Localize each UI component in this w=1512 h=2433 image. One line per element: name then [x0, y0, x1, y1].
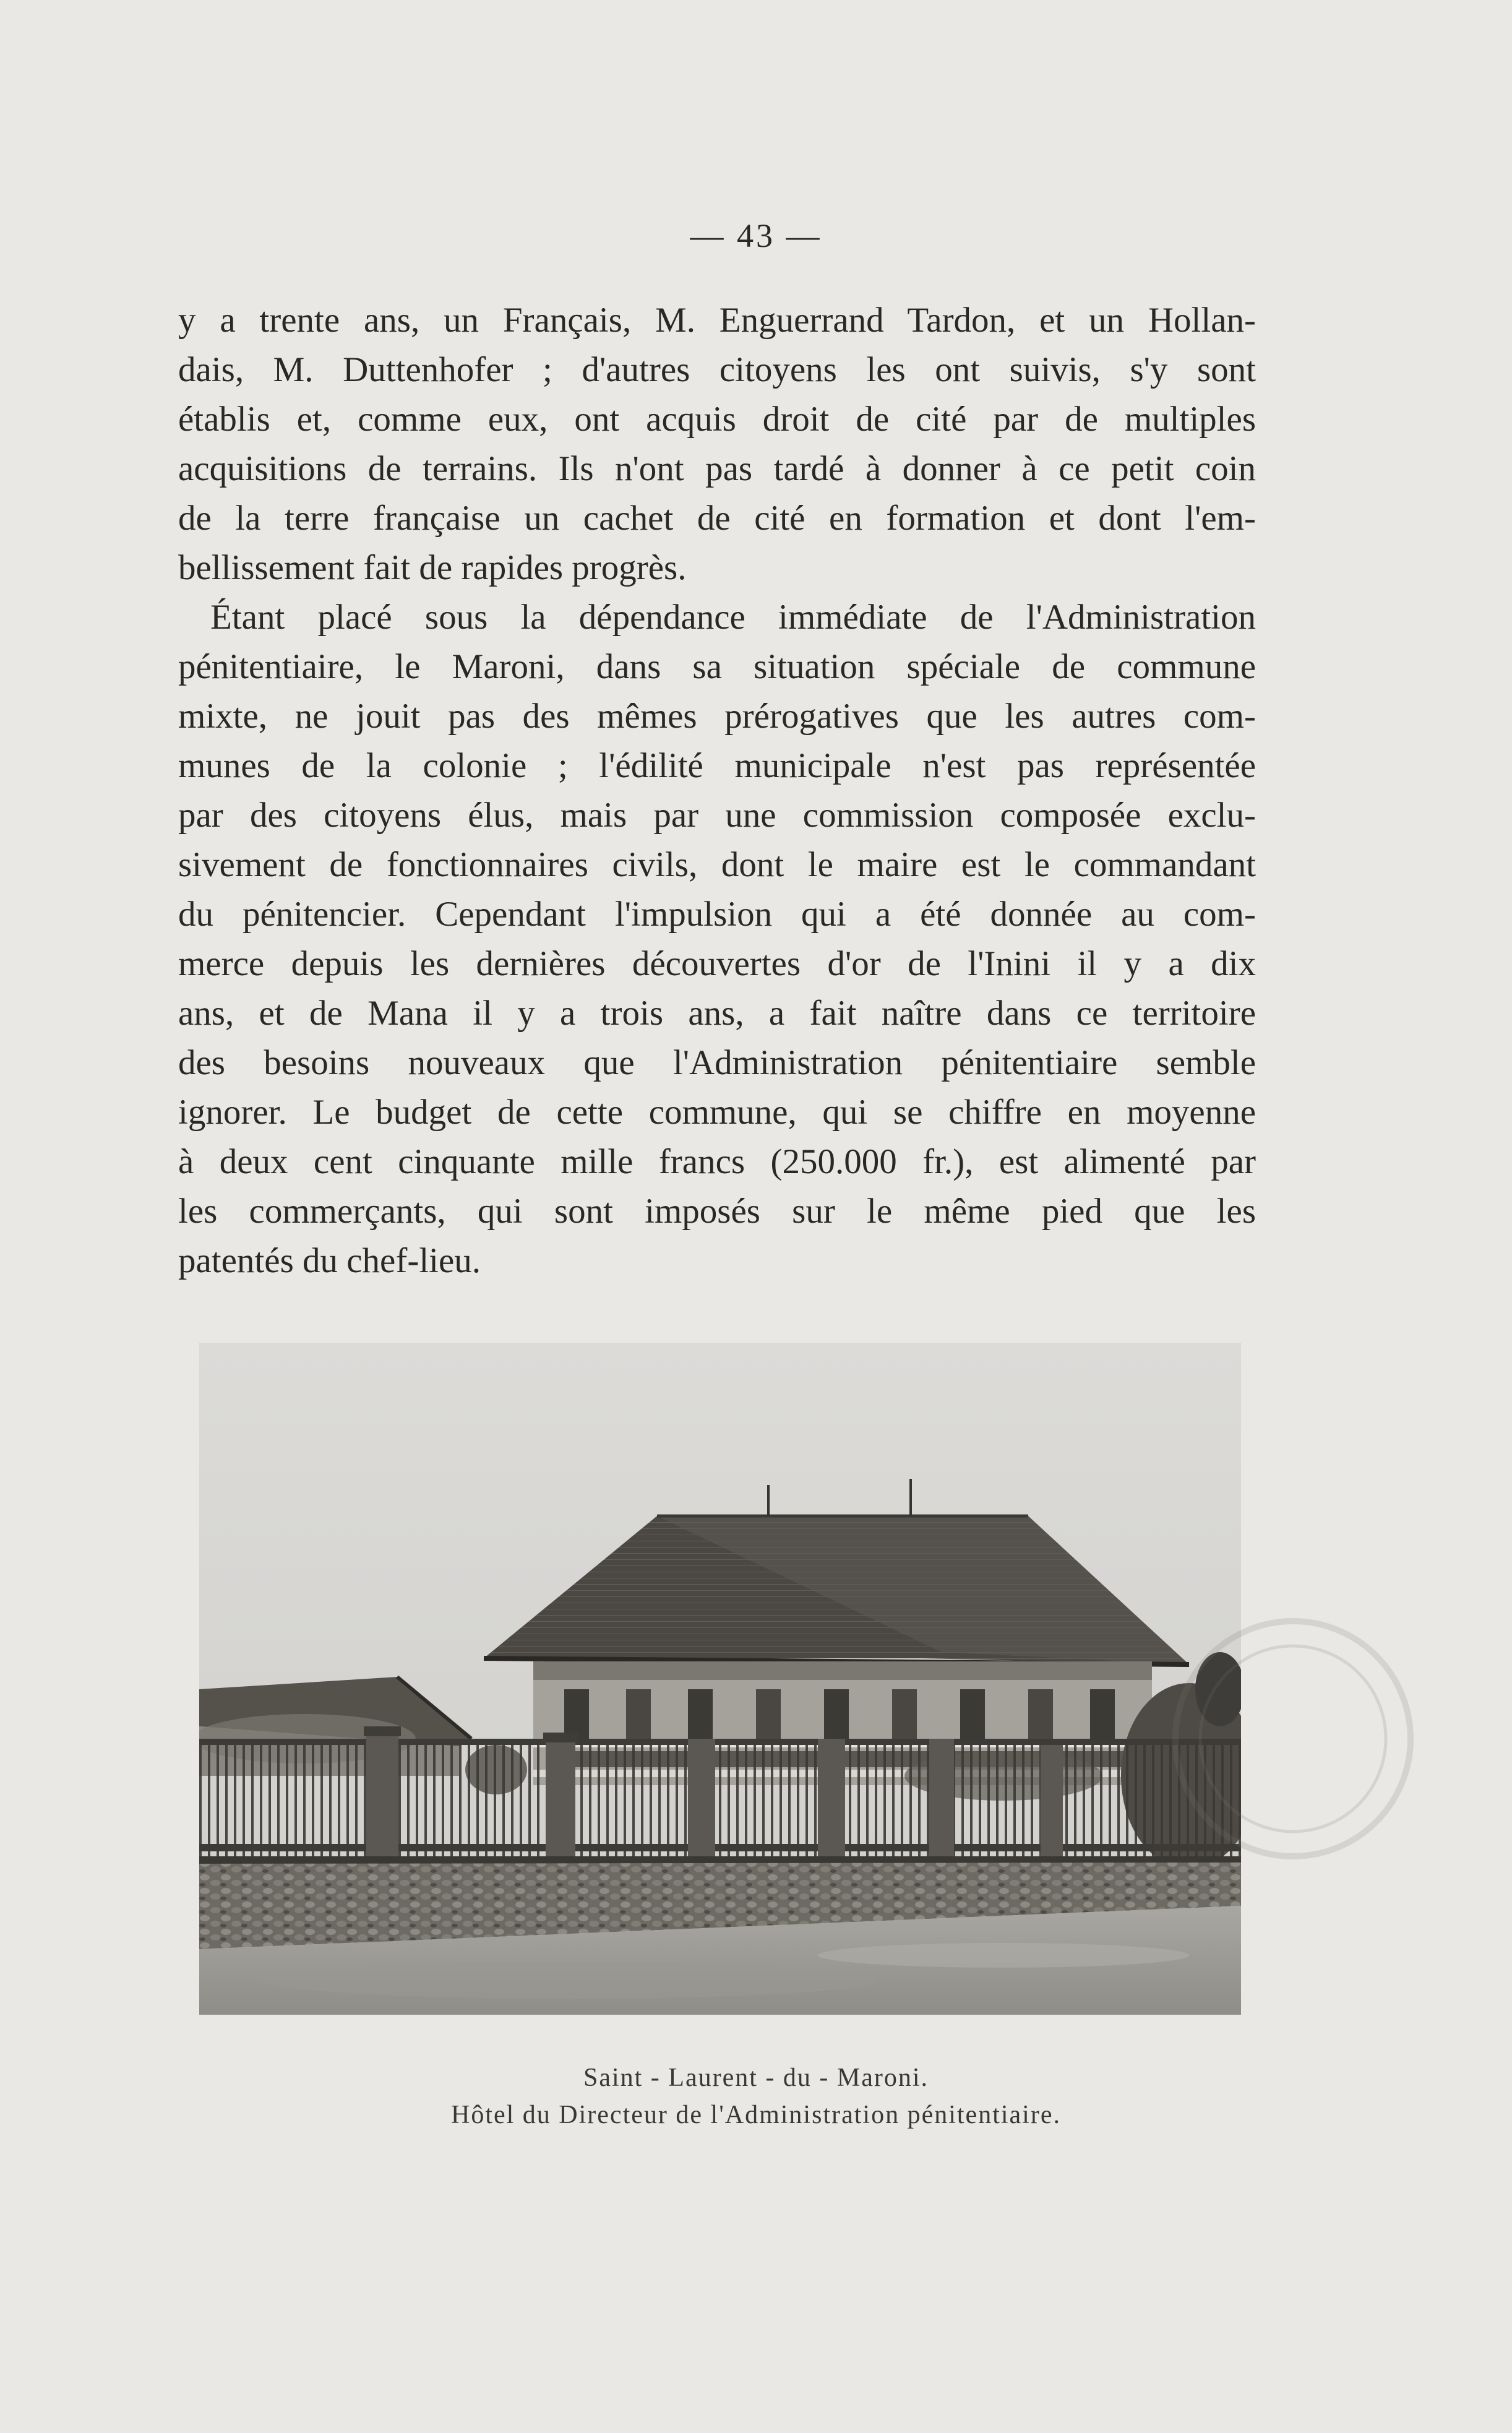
text-line: acquisitions de terrains. Ils n'ont pas tardé à donner à ce petit coin — [178, 449, 1256, 488]
text-line: du pénitencier. Cependant l'impulsion qui a été donnée au com- — [178, 895, 1256, 934]
text-line: pénitentiaire, le Maroni, dans sa situation spéciale de commune — [178, 647, 1256, 686]
text-line: munes de la colonie ; l'édilité municipale n'est pas représentée — [178, 746, 1256, 785]
body-text — [178, 296, 1256, 1286]
text-line: y a trente ans, un Français, M. Enguerrand Tardon, et un Hollan- — [178, 301, 1256, 340]
text-line: les commerçants, qui sont imposés sur le même pied que les — [178, 1192, 1256, 1231]
library-stamp — [1163, 1609, 1423, 1869]
text-line: à deux cent cinquante mille francs (250.000 fr.), est alimenté par — [178, 1142, 1256, 1181]
text-line: dais, M. Duttenhofer ; d'autres citoyens les ont suivis, s'y sont — [178, 350, 1256, 389]
text-line: des besoins nouveaux que l'Administration pénitentiaire semble — [178, 1043, 1256, 1082]
text-line: patentés du chef-lieu. — [178, 1241, 481, 1280]
text-line: établis et, comme eux, ont acquis droit de cité par de multiples — [178, 400, 1256, 439]
text-line: merce depuis les dernières découvertes d'or de l'Inini il y a dix — [178, 944, 1256, 983]
text-line: ignorer. Le budget de cette commune, qui se chiffre en moyenne — [178, 1093, 1256, 1132]
figure-caption-title: Hôtel du Directeur de l'Administration pénitentiaire. — [451, 2101, 1061, 2129]
text-line: par des citoyens élus, mais par une commission composée exclu- — [178, 796, 1256, 835]
text-line: de la terre française un cachet de cité en formation et dont l'em- — [178, 499, 1256, 538]
text-line: mixte, ne jouit pas des mêmes prérogatives que les autres com- — [178, 697, 1256, 736]
text-line: sivement de fonctionnaires civils, dont le maire est le commandant — [178, 845, 1256, 884]
text-line: bellissement fait de rapides progrès. — [178, 548, 687, 587]
page-number: — 43 — — [690, 217, 822, 254]
building-photograph — [199, 1343, 1241, 2015]
figure-caption-place: Saint - Laurent - du - Maroni. — [583, 2064, 929, 2092]
text-line: ans, et de Mana il y a trois ans, a fait naître dans ce territoire — [178, 994, 1256, 1033]
text-line: Étant placé sous la dépendance immédiate de l'Administration — [210, 598, 1256, 637]
